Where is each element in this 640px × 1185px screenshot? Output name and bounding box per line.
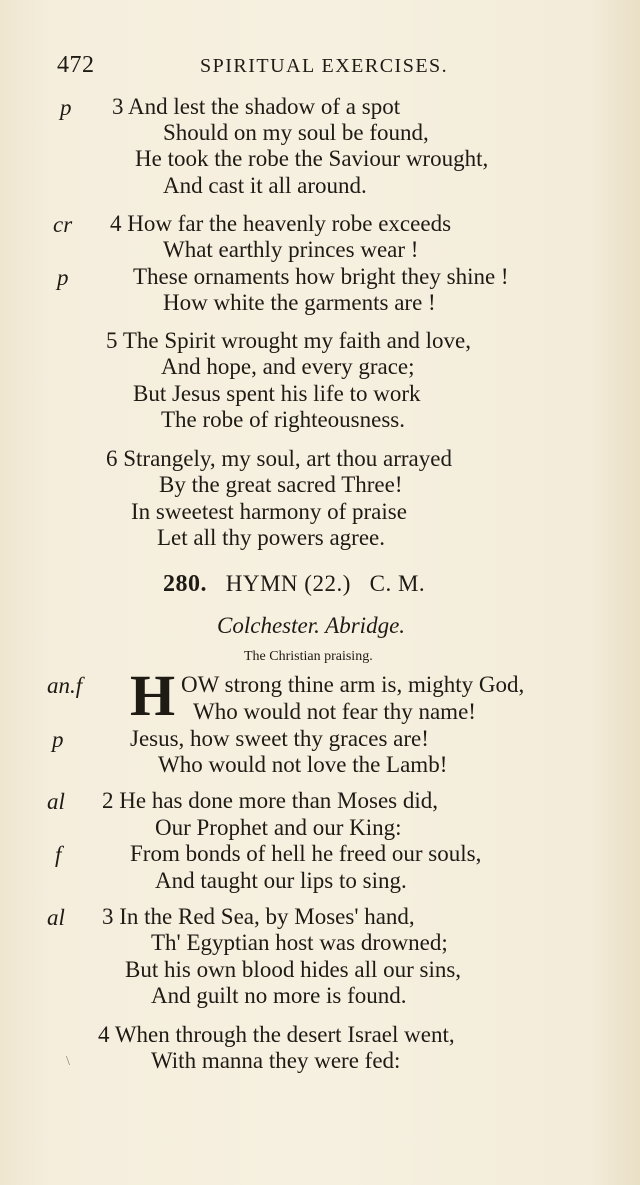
dynamic-mark-p: p <box>60 95 72 120</box>
dynamic-mark-cr: cr <box>53 212 73 237</box>
hymn-number: 280. <box>163 571 207 597</box>
drop-cap: H <box>130 663 174 728</box>
hymn-subject: The Christian praising. <box>244 649 373 664</box>
hymn-meter: C. M. <box>369 571 426 596</box>
page-number: 472 <box>57 52 95 78</box>
dynamic-mark-f: f <box>55 842 62 867</box>
verse-line: What earthly princes wear ! <box>163 237 419 262</box>
verse-line: Who would not fear thy name! <box>193 699 476 724</box>
verse-line: Our Prophet and our King: <box>155 815 402 840</box>
verse-line: These ornaments how bright they shine ! <box>133 264 509 289</box>
dynamic-mark-anf: an.f <box>47 673 83 698</box>
hymn-label: HYMN (22.) <box>225 571 351 596</box>
dynamic-mark-al: al <box>47 789 65 814</box>
verse-line: Jesus, how sweet thy graces are! <box>130 726 429 751</box>
hymn-heading <box>163 571 425 598</box>
verse-line: The robe of righteousness. <box>161 407 405 432</box>
dynamic-mark-al: al <box>47 905 65 930</box>
verse-line: 3 In the Red Sea, by Moses' hand, <box>102 904 415 929</box>
tune-names: Colchester. Abridge. <box>217 613 406 638</box>
verse-line: Th' Egyptian host was drowned; <box>151 930 448 955</box>
verse-line: From bonds of hell he freed our souls, <box>130 841 482 866</box>
verse-line: With manna they were fed: <box>151 1048 401 1073</box>
verse-line: 4 How far the heavenly robe exceeds <box>110 211 452 236</box>
verse-line: Should on my soul be found, <box>163 120 429 145</box>
verse-line: And hope, and every grace; <box>161 354 415 379</box>
dynamic-mark-p: p <box>52 727 64 752</box>
verse-line: 6 Strangely, my soul, art thou arrayed <box>106 446 452 471</box>
verse-line: 5 The Spirit wrought my faith and love, <box>106 328 471 353</box>
verse-line: 4 When through the desert Israel went, <box>98 1022 455 1047</box>
verse-line: But his own blood hides all our sins, <box>125 957 462 982</box>
verse-line: But Jesus spent his life to work <box>133 381 421 406</box>
verse-line: He took the robe the Saviour wrought, <box>135 146 489 171</box>
verse-line: Who would not love the Lamb! <box>158 752 448 777</box>
dynamic-mark-p: p <box>57 265 69 290</box>
verse-line: And taught our lips to sing. <box>155 868 407 893</box>
stray-mark: \ <box>66 1054 70 1069</box>
verse-line: OW strong thine arm is, mighty God, <box>181 672 525 697</box>
verse-line: Let all thy powers agree. <box>157 525 385 550</box>
verse-line: How white the garments are ! <box>163 290 436 315</box>
verse-line: By the great sacred Three! <box>159 472 403 497</box>
verse-line: 2 He has done more than Moses did, <box>102 788 438 813</box>
running-title: SPIRITUAL EXERCISES. <box>200 55 449 77</box>
verse-line: In sweetest harmony of praise <box>131 499 407 524</box>
verse-line: And guilt no more is found. <box>151 983 407 1008</box>
verse-line: 3 And lest the shadow of a spot <box>112 94 401 119</box>
verse-line: And cast it all around. <box>163 173 367 198</box>
